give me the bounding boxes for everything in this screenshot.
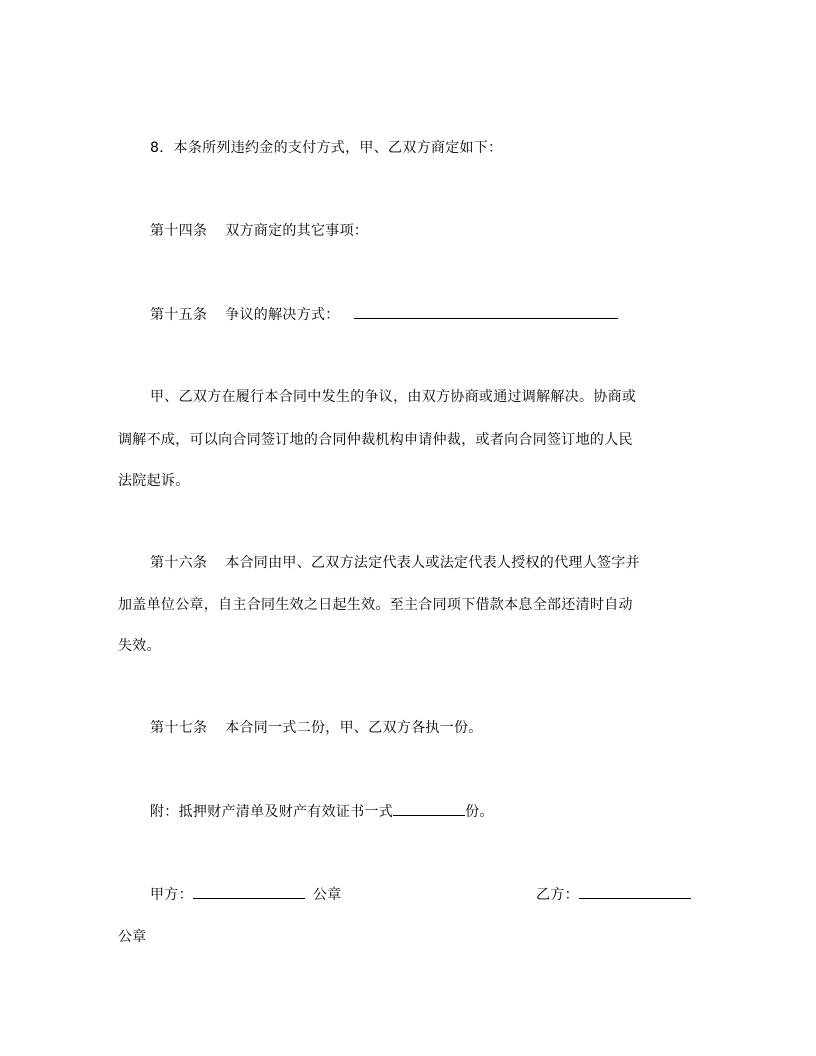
party-a-blank: [193, 884, 305, 899]
article-15-text: 争议的解决方式：: [225, 307, 340, 323]
dispute-paragraph-line-2: 调解不成，可以向合同签订地的合同仲裁机构申请仲裁，或者向合同签订地的人民: [118, 432, 633, 448]
dispute-method-blank: [354, 304, 618, 319]
party-b-label: 乙方：: [536, 887, 579, 903]
article-17-number: 第十七条: [150, 720, 208, 736]
party-b-signature: [536, 884, 691, 905]
party-a-signature: [150, 884, 342, 905]
attachment-prefix: 附：抵押财产清单及财产有效证书一式: [150, 804, 394, 820]
article-14: [150, 221, 368, 241]
article-15-number: 第十五条: [150, 307, 208, 323]
article-15: [150, 304, 618, 325]
party-a-seal: 公章: [312, 887, 342, 903]
party-b-seal-line: [118, 927, 147, 947]
party-a-label: 甲方：: [150, 887, 193, 903]
copies-blank: [393, 801, 465, 816]
article-16-line-3: 失效。: [118, 638, 161, 654]
clause-8: [150, 138, 502, 158]
attachment-suffix: 份。: [465, 804, 494, 820]
article-16-line-2: 加盖单位公章，自主合同生效之日起生效。至主合同项下借款本息全部还清时自动: [118, 597, 633, 613]
article-17-text: 本合同一式二份，甲、乙双方各执一份。: [225, 720, 483, 736]
party-b-blank: [579, 884, 691, 899]
dispute-paragraph-line-1: 甲、乙双方在履行本合同中发生的争议，由双方协商或通过调解解决。协商或: [150, 389, 637, 405]
attachment-line: [150, 801, 494, 822]
dispute-paragraph-line-3: 法院起诉。: [118, 473, 190, 489]
article-17: [150, 718, 483, 738]
article-14-text: 双方商定的其它事项：: [225, 223, 369, 239]
party-b-seal: 公章: [118, 929, 147, 945]
article-16-line-1: 第十六条 本合同由甲、乙双方法定代表人或法定代表人授权的代理人签字并: [150, 555, 640, 571]
article-16-number: 第十六条: [150, 555, 208, 571]
article-14-number: 第十四条: [150, 223, 208, 239]
clause-8-text: 8．本条所列违约金的支付方式，甲、乙双方商定如下：: [150, 140, 503, 156]
